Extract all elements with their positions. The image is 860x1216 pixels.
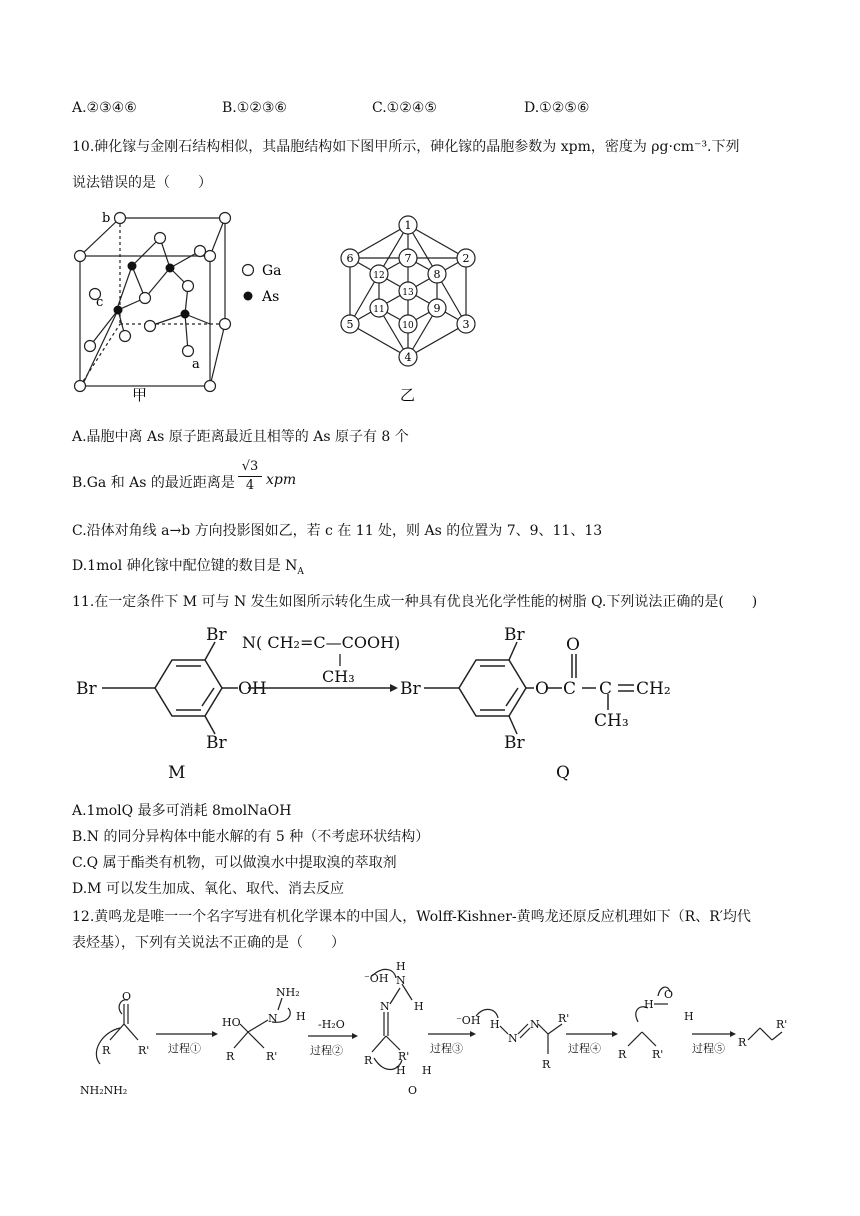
s5-h2: H bbox=[684, 1010, 694, 1023]
q-c1: C bbox=[563, 679, 577, 699]
s6-r: R bbox=[738, 1036, 747, 1049]
q10-option-b-fraction bbox=[238, 458, 262, 495]
step-3: 过程③ bbox=[430, 1042, 463, 1055]
s4-h: H bbox=[490, 1018, 500, 1031]
label-q: Q bbox=[556, 763, 570, 783]
proj-num-1: 1 bbox=[404, 219, 412, 232]
q-o: O bbox=[535, 679, 549, 699]
figure-projection bbox=[330, 210, 490, 410]
q-ch2: CH₂ bbox=[636, 679, 671, 699]
step-4: 过程④ bbox=[568, 1042, 601, 1055]
m-br-top: Br bbox=[206, 625, 227, 645]
step-1: 过程① bbox=[168, 1042, 201, 1055]
legend-ga: Ga bbox=[262, 263, 282, 279]
step-2-above: -H₂O bbox=[318, 1018, 345, 1031]
proj-num-8: 8 bbox=[433, 268, 441, 281]
step-5: 过程⑤ bbox=[692, 1042, 725, 1055]
label-c: c bbox=[96, 295, 104, 310]
s3-n2: N bbox=[396, 974, 406, 987]
q-c2: C bbox=[599, 679, 613, 699]
s5-o: O bbox=[664, 988, 674, 1001]
q-br-top: Br bbox=[504, 625, 525, 645]
s4-n2: N bbox=[530, 1018, 540, 1031]
m-br-bottom: Br bbox=[206, 733, 227, 753]
q10-option-b-suffix: xpm bbox=[266, 472, 297, 488]
s3-rp: R' bbox=[398, 1050, 410, 1063]
q10-stem-line1: 10.砷化镓与金刚石结构相似，其晶胞结构如下图甲所示，砷化镓的晶胞参数为 xpm，密度为 ρg·cm⁻³.下列 bbox=[72, 139, 740, 155]
m-oh: OH bbox=[238, 679, 267, 699]
s2-h: H bbox=[296, 1010, 306, 1023]
q9-option-a: A.②③④⑥ bbox=[72, 100, 137, 116]
s3-h3: H bbox=[396, 1064, 406, 1077]
reagent-ch3: CH₃ bbox=[322, 667, 355, 686]
s3-n1: N bbox=[380, 1000, 390, 1013]
fraction-denominator: 4 bbox=[245, 478, 255, 493]
s3-oh: ⁻OH bbox=[364, 972, 389, 985]
figure-mechanism bbox=[72, 962, 792, 1102]
s1-r: R bbox=[102, 1044, 111, 1057]
q9-option-c: C.①②④⑤ bbox=[372, 100, 437, 116]
legend-as: As bbox=[262, 289, 280, 305]
step-2: 过程② bbox=[310, 1044, 343, 1057]
q-br-bottom: Br bbox=[504, 733, 525, 753]
q-ch3: CH₃ bbox=[594, 711, 629, 731]
q-ester-o: O bbox=[566, 635, 580, 655]
figure-reaction-scheme bbox=[72, 618, 712, 788]
q10-option-a: A.晶胞中离 As 原子距离最近且相等的 As 原子有 8 个 bbox=[72, 429, 409, 445]
figure-crystal-cell bbox=[70, 206, 310, 406]
s1-rp: R' bbox=[138, 1044, 150, 1057]
fraction-numerator: √3 bbox=[238, 458, 262, 477]
s3-h4: H bbox=[422, 1064, 432, 1077]
q12-stem-line1: 12.黄鸣龙是唯一一个名字写进有机化学课本的中国人，Wolff-Kishner-黄鸣龙还原反应机理如下（R、R′均代 bbox=[72, 909, 751, 925]
q9-option-b: B.①②③⑥ bbox=[222, 100, 287, 116]
proj-num-13: 13 bbox=[402, 288, 414, 298]
caption-jia: 甲 bbox=[132, 386, 148, 404]
caption-yi: 乙 bbox=[400, 386, 416, 404]
q9-options bbox=[72, 100, 772, 120]
s6-rp: R' bbox=[776, 1018, 788, 1031]
q11-option-a: A.1molQ 最多可消耗 8molNaOH bbox=[72, 803, 292, 819]
s3-h2: H bbox=[414, 1000, 424, 1013]
q9-option-d: D.①②⑤⑥ bbox=[524, 100, 590, 116]
s5-rp: R' bbox=[652, 1048, 664, 1061]
label-b: b bbox=[102, 211, 111, 226]
s3-r: R bbox=[364, 1054, 373, 1067]
proj-num-11: 11 bbox=[373, 305, 385, 315]
reagent-n: N( CH₂=C—COOH) bbox=[242, 633, 401, 652]
s5-h1: H bbox=[644, 998, 654, 1011]
q11-option-c: C.Q 属于酯类有机物，可以做溴水中提取溴的萃取剂 bbox=[72, 855, 397, 871]
s3-o: O bbox=[408, 1084, 418, 1097]
proj-num-12: 12 bbox=[373, 271, 385, 281]
q10-stem-line2: 说法错误的是（ ） bbox=[72, 175, 212, 191]
q-br-left: Br bbox=[400, 679, 421, 699]
s2-rp: R' bbox=[266, 1050, 278, 1063]
q11-stem: 11.在一定条件下 M 可与 N 发生如图所示转化生成一种具有优良光化学性能的树脂 Q.下列说法正确的是( ) bbox=[72, 594, 758, 610]
s2-n: N bbox=[268, 1012, 278, 1025]
s5-r: R bbox=[618, 1048, 627, 1061]
s3-h1: H bbox=[396, 962, 406, 973]
s2-nh2: NH₂ bbox=[276, 986, 300, 999]
q10-option-d bbox=[72, 555, 304, 577]
proj-num-4: 4 bbox=[404, 351, 412, 364]
s1-nh2nh2: NH₂NH₂ bbox=[80, 1084, 128, 1097]
s2-r: R bbox=[226, 1050, 235, 1063]
proj-num-10: 10 bbox=[402, 321, 414, 331]
s1-o: O bbox=[122, 990, 132, 1003]
label-a: a bbox=[192, 357, 200, 372]
s2-ho: HO bbox=[222, 1016, 241, 1029]
s4-oh: ⁻OH bbox=[456, 1014, 481, 1027]
s4-n1: N bbox=[508, 1032, 518, 1045]
q11-option-d: D.M 可以发生加成、氧化、取代、消去反应 bbox=[72, 881, 344, 897]
proj-num-3: 3 bbox=[462, 318, 470, 331]
q12-stem-line2: 表烃基），下列有关说法不正确的是（ ） bbox=[72, 935, 345, 951]
proj-num-6: 6 bbox=[346, 252, 354, 265]
proj-num-2: 2 bbox=[462, 252, 470, 265]
q11-option-b: B.N 的同分异构体中能水解的有 5 种（不考虑环状结构） bbox=[72, 829, 430, 845]
q10-option-d-sub: A bbox=[297, 566, 304, 577]
proj-num-7: 7 bbox=[404, 252, 412, 265]
proj-num-5: 5 bbox=[346, 318, 354, 331]
m-br-left: Br bbox=[76, 679, 97, 699]
q10-option-c: C.沿体对角线 a→b 方向投影图如乙，若 c 在 11 处，则 As 的位置为 7、9、11、13 bbox=[72, 523, 603, 539]
label-m: M bbox=[168, 763, 186, 783]
s4-r: R bbox=[542, 1058, 551, 1071]
s4-rp: R' bbox=[558, 1012, 570, 1025]
q10-option-d-text: D.1mol 砷化镓中配位键的数目是 N bbox=[72, 558, 298, 574]
q10-option-b-prefix: B.Ga 和 As 的最近距离是 bbox=[72, 475, 235, 491]
proj-num-9: 9 bbox=[433, 302, 441, 315]
